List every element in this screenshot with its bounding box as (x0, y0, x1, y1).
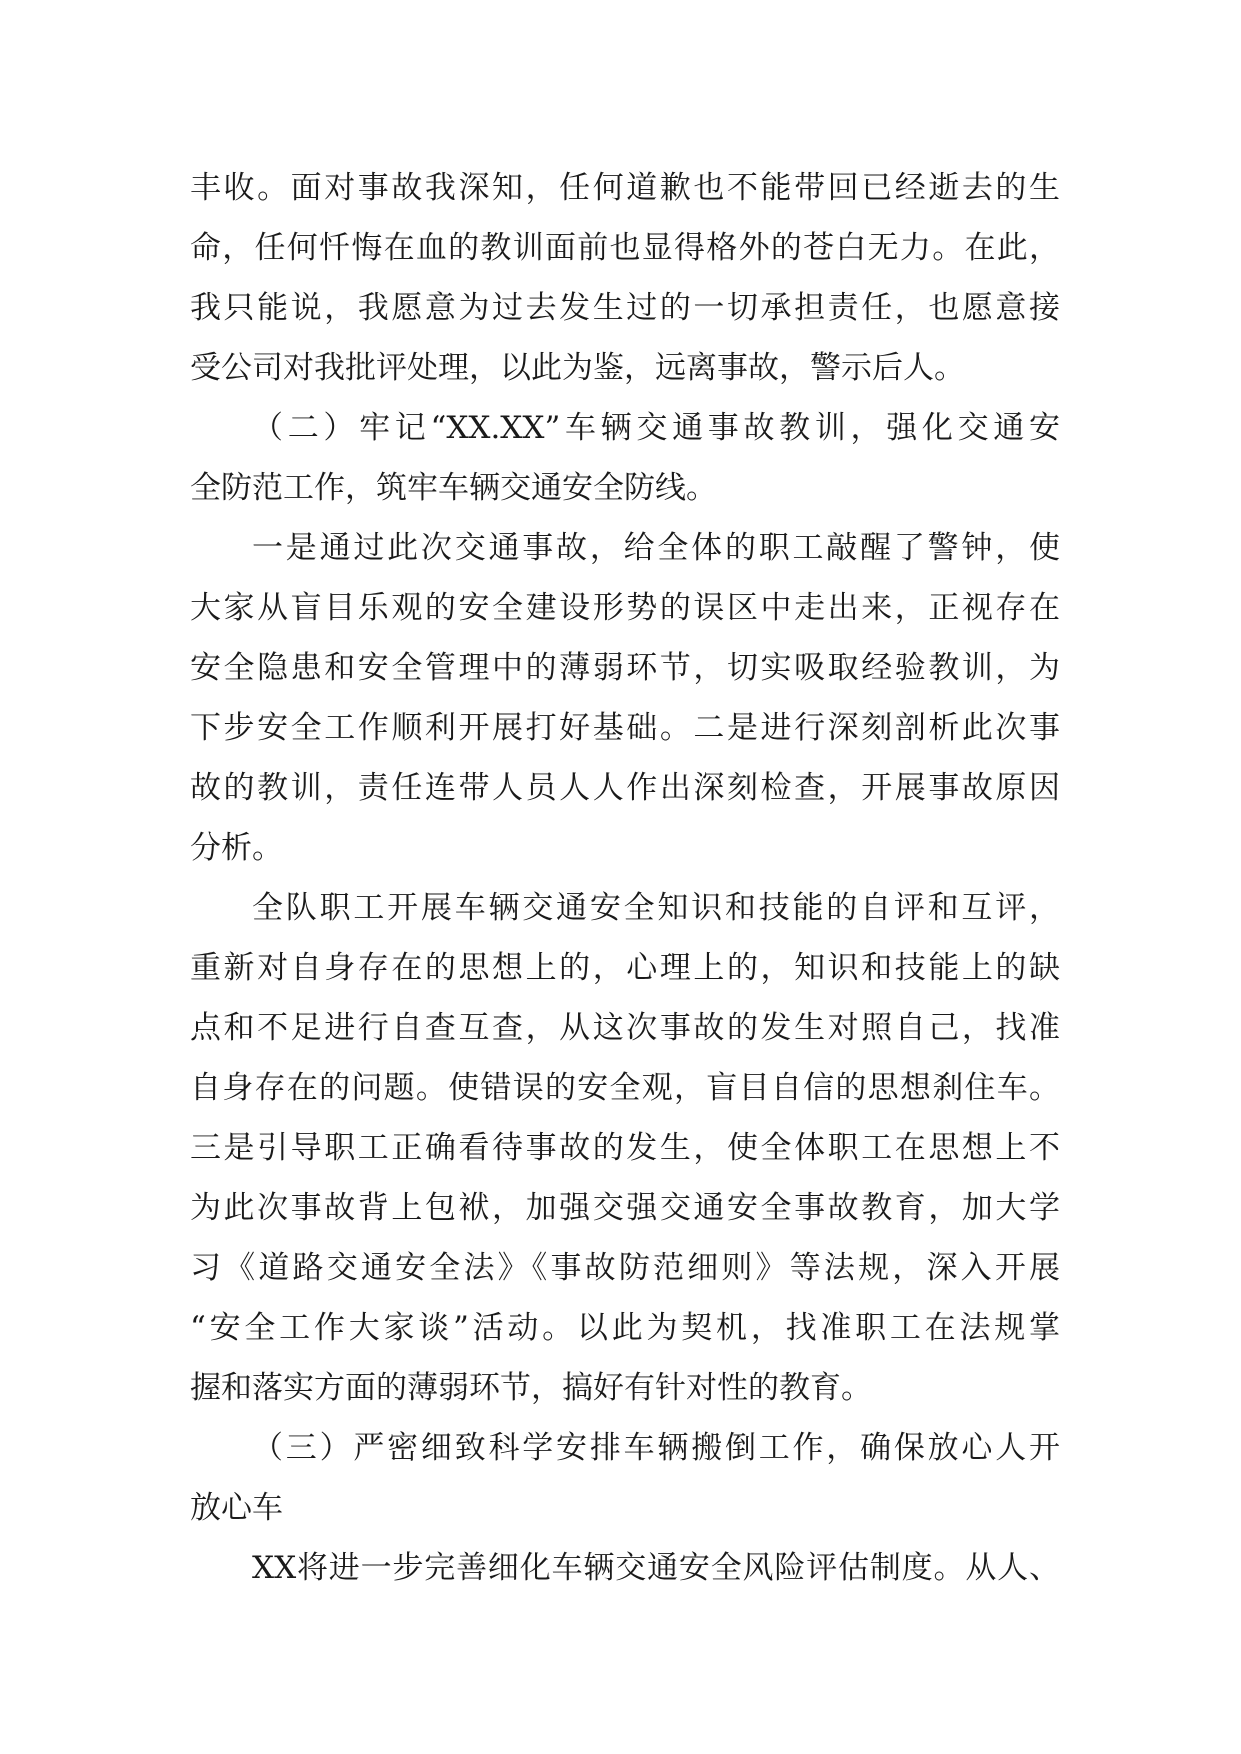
document-body (190, 158, 1060, 1598)
text-line: 大家从盲目乐观的安全建设形势的误区中走出来，正视存在 (190, 590, 1060, 626)
text-line: 为此次事故背上包袱，加强交强交通安全事故教育，加大学 (190, 1190, 1060, 1226)
text-line: 习《道路交通安全法》《事故防范细则》等法规，深入开展 (190, 1250, 1060, 1286)
text-line: （二）牢记“XX.XX”车辆交通事故教训，强化交通安 (252, 410, 1060, 446)
text-line: 自身存在的问题。使错误的安全观，盲目自信的思想刹住车。 (190, 1070, 1060, 1106)
text-line: 故的教训，责任连带人员人人作出深刻检查，开展事故原因 (190, 770, 1060, 806)
text-line: 全队职工开展车辆交通安全知识和技能的自评和互评， (252, 890, 1060, 926)
text-line: 命，任何忏悔在血的教训面前也显得格外的苍白无力。在此， (190, 230, 1060, 266)
text-line: “安全工作大家谈”活动。以此为契机，找准职工在法规掌 (190, 1310, 1060, 1346)
text-line: 一是通过此次交通事故，给全体的职工敲醒了警钟，使 (252, 530, 1060, 566)
text-line: 下步安全工作顺利开展打好基础。二是进行深刻剖析此次事 (190, 710, 1060, 746)
text-line: 分析。 (190, 830, 283, 866)
paragraph-self-review (190, 878, 1060, 1418)
text-line: 我只能说，我愿意为过去发生过的一切承担责任，也愿意接 (190, 290, 1060, 326)
text-line: 重新对自身存在的思想上的，心理上的，知识和技能上的缺 (190, 950, 1060, 986)
text-line: 全防范工作，筑牢车辆交通安全防线。 (190, 470, 717, 506)
text-line: 受公司对我批评处理，以此为鉴，远离事故，警示后人。 (190, 350, 965, 386)
paragraph-risk-assessment (190, 1538, 1060, 1598)
paragraph-lessons (190, 518, 1060, 878)
text-line: 握和落实方面的薄弱环节，搞好有针对性的教育。 (190, 1370, 872, 1406)
text-line: XX将进一步完善细化车辆交通安全风险评估制度。从人、 (252, 1550, 1060, 1586)
section-heading-2 (190, 398, 1060, 518)
text-line: 三是引导职工正确看待事故的发生，使全体职工在思想上不 (190, 1130, 1060, 1166)
section-heading-3 (190, 1418, 1060, 1538)
paragraph-apology (190, 158, 1060, 398)
text-line: 点和不足进行自查互查，从这次事故的发生对照自己，找准 (190, 1010, 1060, 1046)
text-line: （三）严密细致科学安排车辆搬倒工作，确保放心人开 (252, 1430, 1060, 1466)
text-line: 放心车 (190, 1490, 283, 1526)
text-line: 安全隐患和安全管理中的薄弱环节，切实吸取经验教训，为 (190, 650, 1060, 686)
text-line: 丰收。面对事故我深知，任何道歉也不能带回已经逝去的生 (190, 170, 1060, 206)
